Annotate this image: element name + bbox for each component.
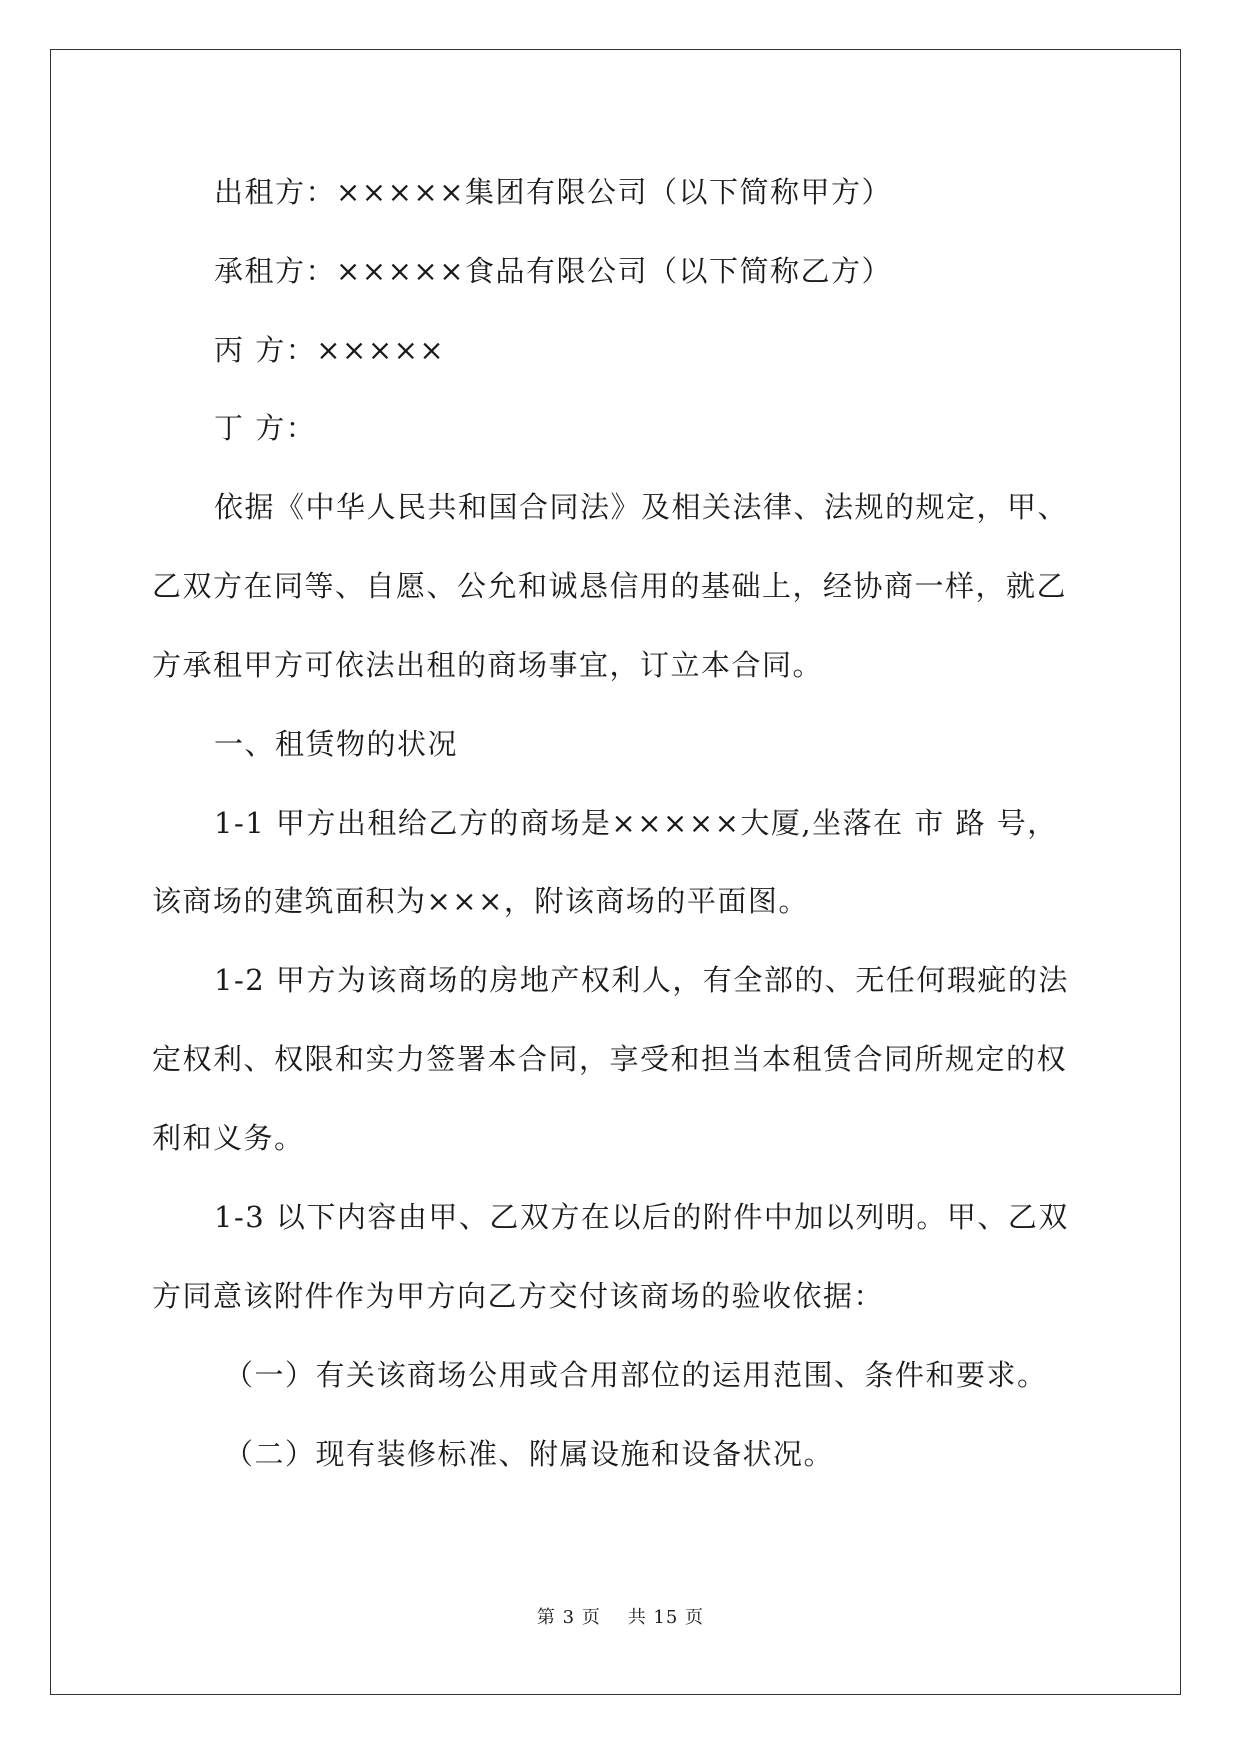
section-heading: 一、租赁物的状况 bbox=[214, 727, 459, 761]
clause-1-2-line-1: 1-2 甲方为该商场的房地产权利人，有全部的、无任何瑕疵的法 bbox=[214, 963, 1069, 997]
clause-1-2-line-2: 定权利、权限和实力签署本合同，享受和担当本租赁合同所规定的权 bbox=[152, 1042, 1068, 1076]
lessor-line: 出租方：×××××集团有限公司（以下简称甲方） bbox=[214, 175, 892, 209]
clause-1-3-line-1: 1-3 以下内容由甲、乙双方在以后的附件中加以列明。甲、乙双 bbox=[214, 1200, 1069, 1234]
lessee-line: 承租方：×××××食品有限公司（以下简称乙方） bbox=[214, 254, 892, 288]
preamble-line-1: 依据《中华人民共和国合同法》及相关法律、法规的规定，甲、 bbox=[214, 490, 1069, 524]
clause-1-3-line-2: 方同意该附件作为甲方向乙方交付该商场的验收依据： bbox=[152, 1279, 885, 1313]
item-1-line: （一）有关该商场公用或合用部位的运用范围、条件和要求。 bbox=[224, 1358, 1048, 1392]
preamble-line-3: 方承租甲方可依法出租的商场事宜，订立本合同。 bbox=[152, 648, 824, 682]
clause-1-1-line-2: 该商场的建筑面积为×××，附该商场的平面图。 bbox=[152, 884, 809, 918]
page-number: 第 3 页 共 15 页 bbox=[536, 1607, 705, 1628]
item-2-line: （二）现有装修标准、附属设施和设备状况。 bbox=[224, 1437, 835, 1471]
preamble-line-2: 乙双方在同等、自愿、公允和诚恳信用的基础上，经协商一样，就乙 bbox=[152, 569, 1068, 603]
clause-1-1-line-1: 1-1 甲方出租给乙方的商场是×××××大厦,坐落在 市 路 号， bbox=[214, 806, 1058, 840]
party-c-line: 丙 方：××××× bbox=[214, 333, 446, 367]
clause-1-2-line-3: 利和义务。 bbox=[152, 1121, 305, 1155]
party-d-line: 丁 方： bbox=[214, 411, 317, 445]
